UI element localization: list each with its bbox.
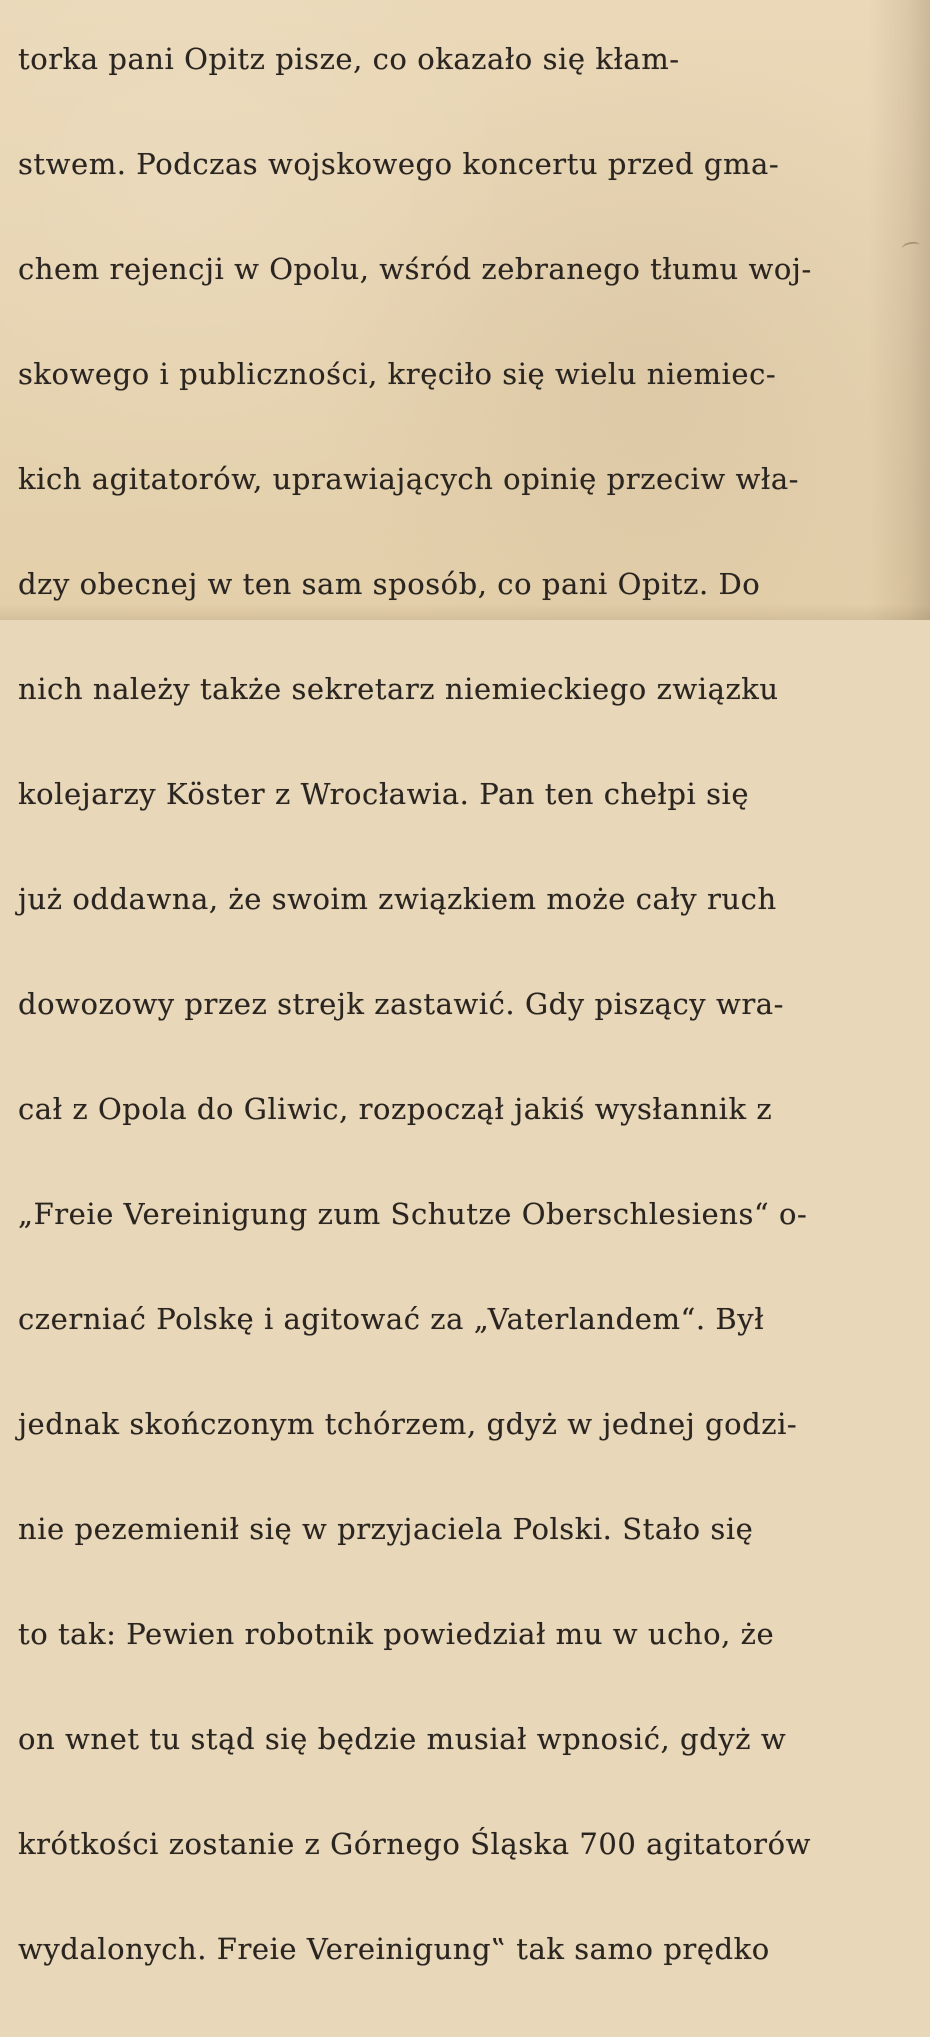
text-line-1: torka pani Opitz pisze, co okazało się kłam- xyxy=(18,42,680,76)
text-line-10: dowozowy przez strejk zastawić. Gdy piszący wra- xyxy=(18,987,784,1021)
text-line-16: to tak: Pewien robotnik powiedział mu w ucho, że xyxy=(18,1617,775,1651)
text-line-15: nie pezemienił się w przyjaciela Polski. Stało się xyxy=(18,1512,754,1546)
text-line-19: wydalonych. Freie Vereinigung‟ tak samo prędko xyxy=(18,1932,770,1966)
text-line-2: stwem. Podczas wojskowego koncertu przed gma- xyxy=(18,147,780,181)
text-line-9: już oddawna, że swoim związkiem może cały ruch xyxy=(18,882,777,916)
text-line-14: jednak skończonym tchórzem, gdyż w jednej godzi- xyxy=(18,1407,798,1441)
text-line-7: nich należy także sekretarz niemieckiego związku xyxy=(18,672,779,706)
text-line-13: czerniać Polskę i agitować za „Vaterlandem“. Był xyxy=(18,1302,765,1336)
text-line-17: on wnet tu stąd się będzie musiał wpnosić, gdyż w xyxy=(18,1722,787,1756)
text-line-12: „Freie Vereinigung zum Schutze Oberschlesiens“ o- xyxy=(18,1197,808,1231)
text-line-4: skowego i publiczności, kręciło się wielu niemiec- xyxy=(18,357,777,391)
page-bottom-shadow xyxy=(0,604,930,620)
text-line-18: krótkości zostanie z Górnego Śląska 700 agitatorów xyxy=(18,1827,811,1861)
page-edge-shadow xyxy=(868,0,930,620)
text-line-3: chem rejencji w Opolu, wśród zebranego tłumu woj- xyxy=(18,252,812,286)
text-line-6: dzy obecnej w ten sam sposób, co pani Opitz. Do xyxy=(18,567,761,601)
text-line-8: kolejarzy Köster z Wrocławia. Pan ten chełpi się xyxy=(18,777,750,811)
text-line-11: cał z Opola do Gliwic, rozpoczął jakiś wysłannik z xyxy=(18,1092,773,1126)
article-text xyxy=(18,0,863,2037)
text-line-5: kich agitatorów, uprawiających opinię przeciw wła- xyxy=(18,462,800,496)
